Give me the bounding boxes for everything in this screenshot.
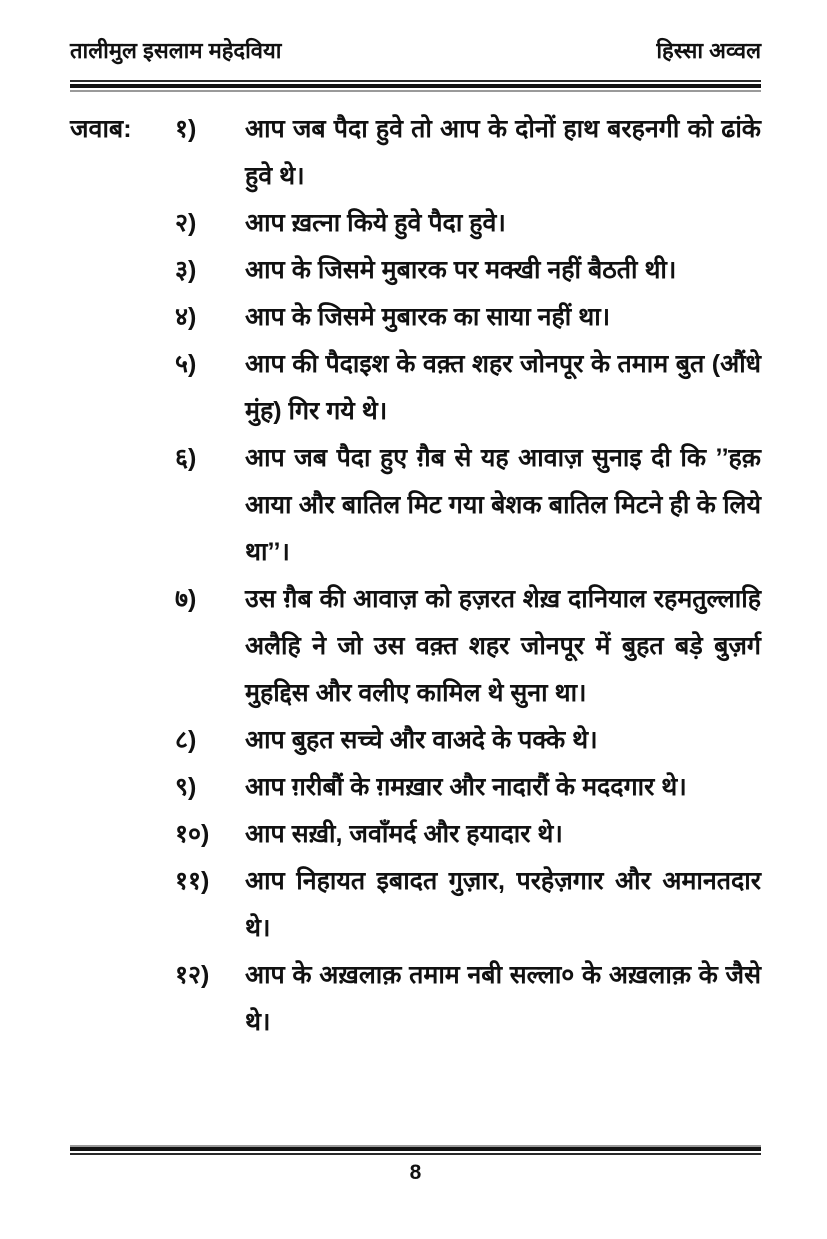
- item-text: आप के जिसमे मुबारक का साया नहीं था।: [245, 303, 611, 331]
- item-text: आप जब पैदा हुए ग़ैब से यह आवाज़ सुनाइ दी कि ’’हक़ आया और बातिल मिट गया बेशक बातिल मिटने ही के लिये था’’।: [245, 444, 761, 566]
- list-item: [175, 341, 761, 435]
- item-text: आप के अख़लाक़ तमाम नबी सल्ला० के अख़लाक़ के जैसे थे।: [245, 961, 761, 1036]
- list-item: [175, 811, 761, 858]
- header-rule-gray-line: [70, 90, 761, 92]
- list-item: [175, 294, 761, 341]
- list-item: [175, 247, 761, 294]
- list-item: [175, 952, 761, 1046]
- list-item: [175, 764, 761, 811]
- footer-rule-thick-line: [70, 1147, 761, 1151]
- item-text: आप जब पैदा हुवे तो आप के दोनों हाथ बरहनगी को ढांके हुवे थे।: [245, 115, 761, 190]
- item-number: ४): [175, 303, 197, 331]
- header-right-title: हिस्सा अव्वल: [656, 38, 761, 63]
- item-number: १२): [175, 961, 210, 989]
- list-item: [175, 106, 761, 200]
- item-text: आप बुहत सच्चे और वाअदे के पक्के थे।: [245, 726, 598, 754]
- footer-rule-thin-line: [70, 1153, 761, 1155]
- list-item: [175, 858, 761, 952]
- header-rule-thick-line: [70, 84, 761, 88]
- item-number: ११): [175, 867, 210, 895]
- list-item: [175, 717, 761, 764]
- item-number: २): [175, 209, 197, 237]
- header-rule-thin-line: [70, 80, 761, 82]
- item-number: ८): [175, 726, 197, 754]
- item-number: १०): [175, 820, 210, 848]
- header-rule: [70, 80, 761, 92]
- answer-section: [70, 106, 761, 1046]
- page-number: 8: [409, 1161, 422, 1184]
- item-text: आप निहायत इबादत गुज़ार, परहेज़गार और अमानतदार थे।: [245, 867, 761, 942]
- item-number: ९): [175, 773, 197, 801]
- item-text: आप की पैदाइश के वक़्त शहर जोनपूर के तमाम बुत (औंधे मुंह) गिर गये थे।: [245, 350, 761, 425]
- item-number: ७): [175, 585, 197, 613]
- item-text: आप सख़ी, जवाँमर्द और हयादार थे।: [245, 820, 563, 848]
- item-text: आप के जिसमे मुबारक पर मक्खी नहीं बैठती थी।: [245, 256, 677, 284]
- item-text: आप ख़त्ना किये हुवे पैदा हुवे।: [245, 209, 506, 237]
- item-number: ६): [175, 444, 197, 472]
- item-number: ३): [175, 256, 197, 284]
- item-number: ५): [175, 350, 197, 378]
- page-header: [70, 36, 761, 66]
- item-number: १): [175, 115, 197, 143]
- item-text: आप ग़रीबौं के ग़मख़ार और नादारौं के मददगार थे।: [245, 773, 687, 801]
- list-item: [175, 435, 761, 576]
- numbered-list: [70, 106, 761, 1046]
- list-item: [175, 200, 761, 247]
- answer-label: जवाब:: [70, 115, 132, 143]
- list-item: [175, 576, 761, 717]
- header-left-title: तालीमुल इसलाम महेदविया: [70, 38, 282, 63]
- item-text: उस ग़ैब की आवाज़ को हज़रत शेख़ दानियाल रहमतुल्लाहि अलैहि ने जो उस वक़्त शहर जोनपूर में बुहत बड़े बुज़र्ग मुहद्दिस और वलीए कामिल थे सुना था।: [245, 585, 761, 707]
- footer-rule: [70, 1145, 761, 1157]
